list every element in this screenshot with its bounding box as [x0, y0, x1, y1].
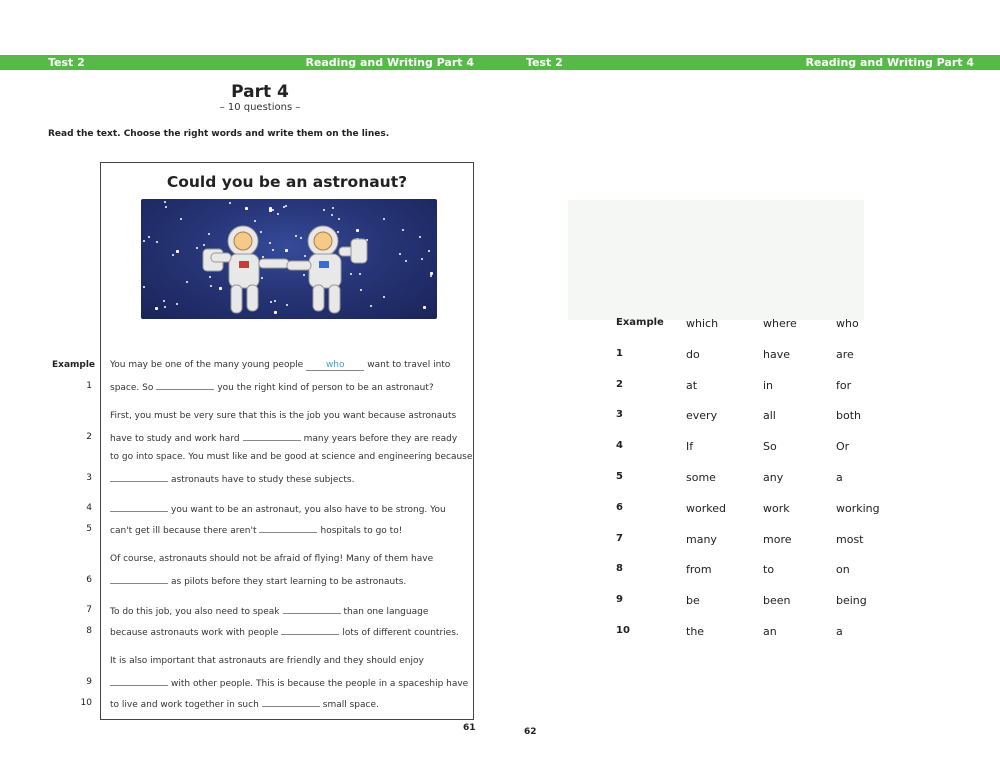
answer-blank[interactable]: [110, 677, 168, 686]
story-line: [110, 360, 450, 371]
option-number: 2: [616, 378, 623, 390]
line-text: lots of different countries.: [342, 628, 459, 638]
left-header-section: Reading and Writing Part 4: [305, 56, 474, 69]
option-a[interactable]: some: [686, 471, 716, 484]
option-number: 3: [616, 409, 623, 421]
option-number: 10: [616, 625, 630, 636]
story-line: [110, 381, 434, 393]
line-text: Of course, astronauts should not be afraid of flying! Many of them have: [110, 554, 434, 564]
answer-blank[interactable]: [110, 473, 168, 482]
story-line: [110, 698, 379, 710]
line-text: astronauts have to study these subjects.: [171, 475, 355, 485]
story-line: [110, 524, 402, 536]
story-line: [110, 656, 424, 666]
option-a[interactable]: from: [686, 563, 712, 577]
option-b[interactable]: where: [763, 317, 797, 330]
faint-show-through: [568, 200, 864, 320]
story-line: [110, 411, 456, 421]
part-subtitle: – 10 questions –: [219, 102, 301, 113]
question-number: 7: [86, 605, 92, 615]
answer-blank[interactable]: [281, 626, 339, 635]
line-text: hospitals to go to!: [320, 526, 403, 536]
option-a[interactable]: do: [686, 347, 700, 361]
story-line: [110, 626, 459, 638]
question-number: 6: [86, 575, 92, 585]
line-text: It is also important that astronauts are friendly and they should enjoy: [110, 656, 424, 666]
astronaut-illustration: [141, 199, 437, 319]
right-header-section: Reading and Writing Part 4: [805, 56, 974, 69]
line-text: with other people. This is because the people in a spaceship have: [171, 679, 469, 689]
line-text: space. So: [110, 383, 154, 393]
story-line: [110, 605, 428, 617]
right-page: [500, 30, 1000, 742]
story-line: [110, 452, 472, 462]
option-number: 1: [616, 347, 623, 359]
line-text: than one language: [343, 607, 429, 617]
astronaut-right: [287, 226, 367, 313]
page-number-62: 62: [524, 727, 537, 737]
option-a[interactable]: the: [686, 625, 705, 638]
line-text: to go into space. You must like and be good at science and engineering because: [110, 452, 473, 462]
option-c[interactable]: on: [836, 563, 850, 577]
option-c[interactable]: both: [836, 409, 861, 423]
question-number: 4: [86, 503, 92, 513]
line-text: have to study and work hard: [110, 434, 240, 444]
story-line: [110, 503, 446, 515]
left-header-bar: [0, 55, 500, 70]
question-number: 9: [86, 677, 92, 687]
right-header-bar: [500, 55, 1000, 70]
option-b[interactable]: have: [763, 347, 790, 361]
answer-blank[interactable]: [259, 524, 317, 533]
option-b[interactable]: any: [763, 471, 784, 484]
story-line: [110, 473, 354, 485]
option-b[interactable]: work: [763, 501, 790, 515]
option-c[interactable]: a: [836, 625, 843, 638]
question-number: 8: [86, 626, 92, 636]
option-c[interactable]: are: [836, 347, 854, 361]
story-line: [110, 575, 406, 587]
line-text: because astronauts work with people: [110, 628, 279, 638]
instruction: Read the text. Choose the right words and write them on the lines.: [48, 129, 390, 139]
option-number: Example: [616, 317, 664, 328]
answer-blank[interactable]: [110, 575, 168, 584]
option-a[interactable]: many: [686, 532, 717, 546]
answer-blank[interactable]: [283, 605, 341, 614]
line-text: you want to be an astronaut, you also have to be strong. You: [171, 505, 446, 515]
question-number: 5: [86, 524, 92, 534]
option-number: 7: [616, 532, 623, 544]
option-b[interactable]: in: [763, 378, 774, 392]
answer-blank[interactable]: [243, 432, 301, 441]
example-label: Example: [52, 360, 96, 370]
option-c[interactable]: a: [836, 471, 843, 484]
line-text: You may be one of the many young people: [110, 360, 304, 370]
right-header-test: Test 2: [526, 56, 563, 69]
option-a[interactable]: every: [686, 409, 718, 423]
story-line: [110, 432, 457, 444]
option-a[interactable]: If: [686, 440, 694, 454]
story-line: [110, 554, 433, 564]
line-text: as pilots before they start learning to be astronauts.: [171, 577, 407, 587]
line-text: to live and work together in such: [110, 700, 259, 710]
line-text: want to travel into: [367, 360, 451, 370]
part-title: Part 4: [231, 82, 289, 102]
question-number: 1: [86, 381, 92, 391]
option-b[interactable]: been: [763, 594, 791, 608]
astronaut-left: [203, 226, 289, 313]
question-number: 10: [80, 698, 92, 708]
line-text: First, you must be very sure that this is the job you want because astronauts: [110, 411, 457, 421]
line-text: To do this job, you also need to speak: [110, 607, 280, 617]
left-page: [0, 30, 501, 742]
line-text: can't get ill because there aren't: [110, 526, 257, 536]
option-a[interactable]: at: [686, 378, 698, 392]
example-answer: who: [306, 360, 364, 371]
answer-blank[interactable]: [262, 698, 320, 707]
option-number: 5: [616, 471, 623, 482]
option-c[interactable]: most: [836, 532, 864, 546]
option-c[interactable]: being: [836, 594, 867, 608]
option-b[interactable]: more: [763, 532, 792, 546]
option-number: 4: [616, 440, 623, 452]
option-b[interactable]: So: [763, 440, 777, 454]
option-c[interactable]: who: [836, 317, 859, 330]
line-text: small space.: [322, 700, 379, 710]
option-c[interactable]: Or: [836, 440, 850, 454]
question-number: 3: [86, 473, 92, 483]
option-c[interactable]: working: [836, 501, 880, 515]
option-number: 9: [616, 594, 623, 606]
line-text: many years before they are ready: [303, 434, 458, 444]
question-number: 2: [86, 432, 92, 442]
option-b[interactable]: all: [763, 409, 776, 423]
page-number-61: 61: [463, 723, 476, 733]
option-a[interactable]: be: [686, 594, 700, 608]
left-header-test: Test 2: [48, 56, 85, 69]
option-number: 6: [616, 501, 623, 513]
story-line: [110, 677, 468, 689]
option-number: 8: [616, 563, 623, 575]
line-text: you the right kind of person to be an astronaut?: [217, 383, 434, 393]
answer-blank[interactable]: [156, 381, 214, 390]
answer-blank[interactable]: [110, 503, 168, 512]
story-title: Could you be an astronaut?: [166, 173, 408, 191]
option-b[interactable]: an: [763, 625, 777, 638]
option-a[interactable]: worked: [686, 501, 726, 515]
option-c[interactable]: for: [836, 378, 852, 392]
option-a[interactable]: which: [686, 317, 719, 330]
option-b[interactable]: to: [763, 563, 775, 577]
